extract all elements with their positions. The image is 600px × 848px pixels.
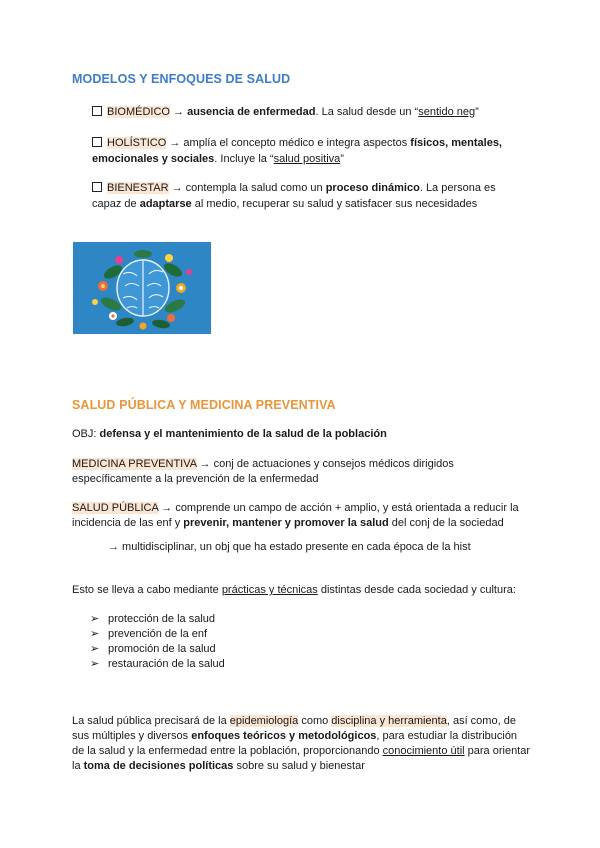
underlined-term: salud positiva (273, 153, 341, 165)
body-text: → conj de actuaciones y consejos médicos dirigidos específicamente a la prevención de la enfermedad (72, 458, 454, 485)
arrow-bullet-icon: ➢ (90, 643, 100, 655)
body-text: para orientar la (72, 745, 531, 772)
arrow-bullet-icon: ➢ (90, 658, 100, 670)
tag-salud-publica: SALUD PÚBLICA (72, 502, 159, 514)
bullet-list (90, 612, 225, 672)
bold-text: ausencia de enfermedad (187, 106, 316, 118)
obj-label: OBJ: (72, 428, 100, 440)
arrow-bullet-icon: ➢ (90, 628, 100, 640)
list-item (90, 642, 225, 657)
arrow-text: → (169, 106, 188, 118)
body-text: , para estudiar la distribución de la salud y la enfermedad entre la población, proporcionando (72, 730, 518, 757)
bullet-text: protección de la salud (108, 613, 216, 625)
obj-line (72, 427, 532, 442)
list-item (90, 657, 225, 672)
practicas-paragraph (72, 583, 532, 598)
body-text: → comprende un campo de acción + amplio, y está orientada a reducir la incidencia de las enf y (72, 502, 519, 529)
list-item-biomedico (92, 104, 522, 120)
bold-text: enfoques teóricos y metodológicos (191, 730, 377, 742)
body-text: . Incluye la “ (214, 153, 274, 165)
underlined-term: conocimiento útil (382, 745, 465, 757)
arrow-bullet-icon: ➢ (90, 613, 100, 625)
medicina-preventiva-paragraph (72, 457, 532, 487)
checkbox-icon[interactable] (92, 137, 102, 147)
bullet-text: restauración de la salud (108, 658, 225, 670)
bold-text: adaptarse (139, 198, 192, 210)
body-text: del conj de la sociedad (388, 517, 504, 529)
body-text: La salud pública precisará de la (72, 715, 230, 727)
body-text: . La persona es capaz de (92, 182, 496, 210)
brain-flowers-svg (73, 242, 211, 334)
tag-medicina-preventiva: MEDICINA PREVENTIVA (72, 458, 197, 470)
body-text: amplía el concepto médico e integra aspectos (183, 137, 411, 149)
body-text: sobre su salud y bienestar (233, 760, 365, 772)
list-item-holistico (92, 135, 522, 167)
body-text: distintas desde cada sociedad y cultura: (317, 584, 516, 596)
bold-text: físicos, mentales, emocionales y sociales (92, 137, 502, 165)
list-item (90, 612, 225, 627)
body-text: como (298, 715, 332, 727)
tag-bienestar: BIENESTAR (107, 182, 169, 194)
brain-flowers-illustration-icon (73, 242, 211, 334)
checkbox-icon[interactable] (92, 182, 102, 192)
section-title-modelos: MODELOS Y ENFOQUES DE SALUD (72, 72, 291, 86)
underlined-term: sentido neg (418, 106, 476, 118)
body-text: , así como, de sus múltiples y diversos (72, 715, 516, 742)
quote-end: ” (475, 106, 479, 118)
body-text: contempla la salud como un (185, 182, 326, 194)
list-item-bienestar (92, 180, 522, 212)
checkbox-icon[interactable] (92, 106, 102, 116)
underlined-term: prácticas y técnicas (221, 584, 318, 596)
highlighted-term: disciplina y herramienta (331, 715, 447, 727)
final-paragraph (72, 714, 532, 774)
body-text: al medio, recuperar su salud y satisfacer sus necesidades (191, 198, 478, 210)
tag-biomedico: BIOMÉDICO (107, 106, 170, 118)
tag-holistico: HOLÍSTICO (107, 137, 167, 149)
arrow-text: → (168, 182, 186, 194)
bold-text: toma de decisiones políticas (83, 760, 234, 772)
list-item (90, 627, 225, 642)
bullet-text: prevención de la enf (108, 628, 208, 640)
quote-end: ” (340, 153, 344, 165)
highlighted-term: epidemiología (229, 715, 299, 727)
bold-text: proceso dinámico (325, 182, 420, 194)
bold-text: prevenir, mantener y promover la salud (183, 517, 389, 529)
bullet-text: promoción de la salud (108, 643, 216, 655)
arrow-text: → (166, 137, 184, 149)
body-text: Esto se lleva a cabo mediante (72, 584, 222, 596)
salud-publica-paragraph (72, 501, 532, 531)
body-text: . La salud desde un “ (315, 106, 419, 118)
obj-text: defensa y el mantenimiento de la salud de la población (99, 428, 387, 440)
section-title-salud-publica: SALUD PÚBLICA Y MEDICINA PREVENTIVA (72, 398, 336, 412)
multidisciplinar-line: → multidisciplinar, un obj que ha estado presente en cada época de la hist (108, 541, 471, 553)
